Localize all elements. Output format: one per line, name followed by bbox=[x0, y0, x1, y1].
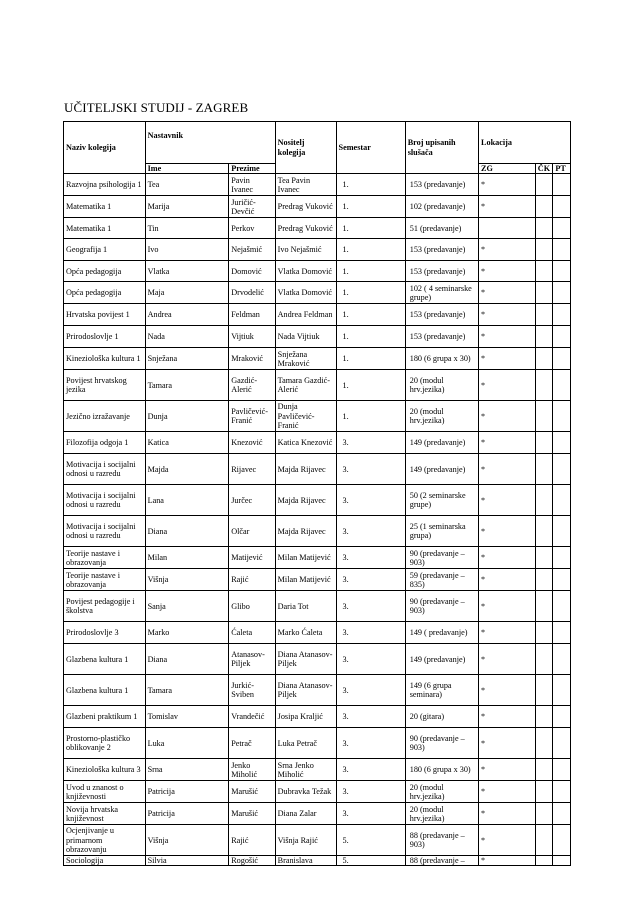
cell-semestar: 1. bbox=[336, 326, 405, 348]
cell-zg: * bbox=[479, 675, 536, 706]
cell-broj: 149 ( predavanje) bbox=[405, 622, 478, 644]
cell-ime: Patricija bbox=[145, 803, 229, 825]
cell-ck bbox=[535, 591, 553, 622]
cell-zg: * bbox=[479, 759, 536, 781]
cell-naziv: Razvojna psihologija 1 bbox=[64, 174, 146, 196]
cell-semestar: 3. bbox=[336, 485, 405, 516]
cell-pt bbox=[553, 348, 571, 370]
cell-prezime: Rijavec bbox=[229, 454, 275, 485]
cell-zg: * bbox=[479, 432, 536, 454]
cell-broj: 88 (predavanje – bbox=[405, 856, 478, 866]
cell-ime: Tamara bbox=[145, 675, 229, 706]
cell-semestar: 3. bbox=[336, 675, 405, 706]
cell-broj: 51 (predavanje) bbox=[405, 218, 478, 239]
cell-naziv: Glazbena kultura 1 bbox=[64, 675, 146, 706]
cell-nositelj: Tea Pavin Ivanec bbox=[275, 174, 336, 196]
cell-broj: 149 (predavanje) bbox=[405, 644, 478, 675]
cell-ck bbox=[535, 547, 553, 569]
cell-naziv: Povijest hrvatskog jezika bbox=[64, 370, 146, 401]
course-table bbox=[63, 121, 571, 866]
table-row bbox=[64, 644, 571, 675]
cell-pt bbox=[553, 856, 571, 866]
cell-prezime: Jurkić-Sviben bbox=[229, 675, 275, 706]
cell-ck bbox=[535, 174, 553, 196]
header-ime: Ime bbox=[145, 164, 229, 174]
cell-ck bbox=[535, 516, 553, 547]
cell-nositelj: Vlatka Domović bbox=[275, 282, 336, 304]
cell-ck bbox=[535, 569, 553, 591]
cell-ck bbox=[535, 485, 553, 516]
cell-naziv: Sociologija bbox=[64, 856, 146, 866]
cell-zg: * bbox=[479, 803, 536, 825]
cell-broj: 153 (predavanje) bbox=[405, 261, 478, 282]
table-row bbox=[64, 547, 571, 569]
cell-naziv: Matematika 1 bbox=[64, 218, 146, 239]
cell-naziv: Prostorno-plastičko oblikovanje 2 bbox=[64, 728, 146, 759]
cell-prezime: Vrandečić bbox=[229, 706, 275, 728]
cell-prezime: Rogošić bbox=[229, 856, 275, 866]
cell-semestar: 1. bbox=[336, 282, 405, 304]
cell-naziv: Geografija 1 bbox=[64, 239, 146, 261]
cell-prezime: Ćaleta bbox=[229, 622, 275, 644]
cell-zg: * bbox=[479, 282, 536, 304]
cell-broj: 153 (predavanje) bbox=[405, 239, 478, 261]
cell-ime: Silvia bbox=[145, 856, 229, 866]
table-row bbox=[64, 304, 571, 326]
cell-pt bbox=[553, 644, 571, 675]
table-row bbox=[64, 759, 571, 781]
cell-naziv: Teorije nastave i obrazovanja bbox=[64, 569, 146, 591]
cell-naziv: Prirodoslovlje 3 bbox=[64, 622, 146, 644]
cell-broj: 153 (predavanje) bbox=[405, 174, 478, 196]
table-row bbox=[64, 454, 571, 485]
cell-naziv: Prirodoslovlje 1 bbox=[64, 326, 146, 348]
cell-broj: 20 (modul hrv.jezika) bbox=[405, 370, 478, 401]
cell-pt bbox=[553, 825, 571, 856]
cell-semestar: 5. bbox=[336, 856, 405, 866]
cell-prezime: Marušić bbox=[229, 803, 275, 825]
cell-pt bbox=[553, 781, 571, 803]
cell-semestar: 3. bbox=[336, 547, 405, 569]
table-row bbox=[64, 261, 571, 282]
cell-semestar: 1. bbox=[336, 304, 405, 326]
cell-naziv: Glazbeni praktikum 1 bbox=[64, 706, 146, 728]
cell-ck bbox=[535, 803, 553, 825]
cell-semestar: 3. bbox=[336, 591, 405, 622]
header-nositelj: Nositelj kolegija bbox=[275, 122, 336, 174]
cell-naziv: Novija hrvatska književnost bbox=[64, 803, 146, 825]
cell-prezime: Vijtiuk bbox=[229, 326, 275, 348]
cell-ime: Luka bbox=[145, 728, 229, 759]
cell-zg: * bbox=[479, 781, 536, 803]
header-zg: ZG bbox=[479, 164, 536, 174]
cell-naziv: Matematika 1 bbox=[64, 196, 146, 218]
cell-ime: Patricija bbox=[145, 781, 229, 803]
cell-semestar: 3. bbox=[336, 569, 405, 591]
cell-ime: Diana bbox=[145, 516, 229, 547]
cell-semestar: 3. bbox=[336, 644, 405, 675]
header-lokacija: Lokacija bbox=[479, 122, 571, 164]
cell-zg: * bbox=[479, 401, 536, 432]
cell-ime: Nada bbox=[145, 326, 229, 348]
cell-zg: * bbox=[479, 239, 536, 261]
cell-zg: * bbox=[479, 261, 536, 282]
cell-semestar: 3. bbox=[336, 781, 405, 803]
table-row bbox=[64, 239, 571, 261]
table-row bbox=[64, 728, 571, 759]
cell-ck bbox=[535, 282, 553, 304]
cell-ime: Milan bbox=[145, 547, 229, 569]
cell-nositelj: Diana Zalar bbox=[275, 803, 336, 825]
cell-naziv: Hrvatska povijest 1 bbox=[64, 304, 146, 326]
cell-ime: Andrea bbox=[145, 304, 229, 326]
cell-ime: Tomislav bbox=[145, 706, 229, 728]
table-row bbox=[64, 196, 571, 218]
cell-pt bbox=[553, 239, 571, 261]
cell-ime: Lana bbox=[145, 485, 229, 516]
cell-nositelj: Josipa Kraljić bbox=[275, 706, 336, 728]
cell-broj: 149 (predavanje) bbox=[405, 432, 478, 454]
cell-prezime: Rajić bbox=[229, 569, 275, 591]
cell-broj: 149 (predavanje) bbox=[405, 454, 478, 485]
cell-pt bbox=[553, 547, 571, 569]
cell-broj: 20 (modul hrv.jezika) bbox=[405, 401, 478, 432]
cell-pt bbox=[553, 401, 571, 432]
cell-naziv: Motivacija i socijalni odnosi u razredu bbox=[64, 516, 146, 547]
cell-nositelj: Vlatka Domović bbox=[275, 261, 336, 282]
cell-prezime: Jurčec bbox=[229, 485, 275, 516]
table-row bbox=[64, 856, 571, 866]
cell-zg: * bbox=[479, 196, 536, 218]
cell-broj: 153 (predavanje) bbox=[405, 326, 478, 348]
cell-nositelj: Predrag Vuković bbox=[275, 218, 336, 239]
table-row bbox=[64, 401, 571, 432]
cell-prezime: Petrač bbox=[229, 728, 275, 759]
cell-semestar: 1. bbox=[336, 196, 405, 218]
cell-prezime: Matijević bbox=[229, 547, 275, 569]
cell-nositelj: Diana Atanasov-Piljek bbox=[275, 644, 336, 675]
cell-naziv: Opća pedagogija bbox=[64, 261, 146, 282]
cell-prezime: Knezović bbox=[229, 432, 275, 454]
cell-pt bbox=[553, 675, 571, 706]
cell-nositelj: Višnja Rajić bbox=[275, 825, 336, 856]
cell-ck bbox=[535, 401, 553, 432]
cell-naziv: Filozofija odgoja 1 bbox=[64, 432, 146, 454]
cell-semestar: 3. bbox=[336, 803, 405, 825]
cell-prezime: Gazdić-Alerić bbox=[229, 370, 275, 401]
cell-semestar: 1. bbox=[336, 401, 405, 432]
cell-broj: 102 ( 4 seminarske grupe) bbox=[405, 282, 478, 304]
table-row bbox=[64, 569, 571, 591]
cell-prezime: Feldman bbox=[229, 304, 275, 326]
cell-ck bbox=[535, 218, 553, 239]
cell-naziv: Kineziološka kultura 3 bbox=[64, 759, 146, 781]
table-row bbox=[64, 675, 571, 706]
cell-prezime: Olčar bbox=[229, 516, 275, 547]
cell-ck bbox=[535, 239, 553, 261]
cell-ime: Marko bbox=[145, 622, 229, 644]
cell-ime: Maja bbox=[145, 282, 229, 304]
cell-pt bbox=[553, 196, 571, 218]
table-row bbox=[64, 516, 571, 547]
cell-ck bbox=[535, 856, 553, 866]
cell-nositelj: Luka Petrač bbox=[275, 728, 336, 759]
cell-zg: * bbox=[479, 706, 536, 728]
cell-pt bbox=[553, 174, 571, 196]
cell-nositelj: Predrag Vuković bbox=[275, 196, 336, 218]
cell-ime: Tamara bbox=[145, 370, 229, 401]
cell-ime: Tea bbox=[145, 174, 229, 196]
cell-ck bbox=[535, 370, 553, 401]
cell-zg: * bbox=[479, 348, 536, 370]
cell-naziv: Motivacija i socijalni odnosi u razredu bbox=[64, 485, 146, 516]
cell-ime: Sanja bbox=[145, 591, 229, 622]
cell-ck bbox=[535, 348, 553, 370]
cell-ime: Snježana bbox=[145, 348, 229, 370]
cell-nositelj: Dunja Pavličević-Franić bbox=[275, 401, 336, 432]
cell-broj: 90 (predavanje – 903) bbox=[405, 591, 478, 622]
table-row bbox=[64, 326, 571, 348]
cell-nositelj: Dubravka Težak bbox=[275, 781, 336, 803]
cell-ime: Dunja bbox=[145, 401, 229, 432]
cell-semestar: 3. bbox=[336, 454, 405, 485]
cell-semestar: 1. bbox=[336, 370, 405, 401]
cell-pt bbox=[553, 454, 571, 485]
table-row bbox=[64, 174, 571, 196]
cell-semestar: 1. bbox=[336, 174, 405, 196]
cell-ime: Višnja bbox=[145, 569, 229, 591]
cell-pt bbox=[553, 803, 571, 825]
cell-prezime: Marušić bbox=[229, 781, 275, 803]
cell-semestar: 3. bbox=[336, 759, 405, 781]
cell-pt bbox=[553, 282, 571, 304]
header-prezime: Prezime bbox=[229, 164, 275, 174]
cell-ck bbox=[535, 454, 553, 485]
cell-ck bbox=[535, 759, 553, 781]
cell-pt bbox=[553, 370, 571, 401]
cell-pt bbox=[553, 728, 571, 759]
cell-nositelj: Majda Rijavec bbox=[275, 485, 336, 516]
cell-naziv: Motivacija i socijalni odnosi u razredu bbox=[64, 454, 146, 485]
cell-broj: 180 (6 grupa x 30) bbox=[405, 348, 478, 370]
cell-semestar: 3. bbox=[336, 516, 405, 547]
cell-prezime: Glibo bbox=[229, 591, 275, 622]
table-row bbox=[64, 591, 571, 622]
table-row bbox=[64, 706, 571, 728]
cell-pt bbox=[553, 326, 571, 348]
cell-nositelj: Majda Rijavec bbox=[275, 454, 336, 485]
cell-pt bbox=[553, 622, 571, 644]
cell-pt bbox=[553, 759, 571, 781]
cell-nositelj: Milan Matijević bbox=[275, 547, 336, 569]
cell-ime: Marija bbox=[145, 196, 229, 218]
table-row bbox=[64, 825, 571, 856]
cell-nositelj: Nada Vijtiuk bbox=[275, 326, 336, 348]
cell-naziv: Jezično izražavanje bbox=[64, 401, 146, 432]
cell-prezime: Pavin Ivanec bbox=[229, 174, 275, 196]
cell-prezime: Drvodelić bbox=[229, 282, 275, 304]
cell-ck bbox=[535, 644, 553, 675]
cell-pt bbox=[553, 432, 571, 454]
cell-zg bbox=[479, 218, 536, 239]
cell-semestar: 3. bbox=[336, 706, 405, 728]
cell-ime: Srna bbox=[145, 759, 229, 781]
cell-broj: 102 (predavanje) bbox=[405, 196, 478, 218]
cell-zg: * bbox=[479, 485, 536, 516]
header-semestar: Semestar bbox=[336, 122, 405, 174]
cell-pt bbox=[553, 591, 571, 622]
cell-prezime: Perkov bbox=[229, 218, 275, 239]
cell-semestar: 1. bbox=[336, 239, 405, 261]
cell-nositelj: Katica Knezović bbox=[275, 432, 336, 454]
cell-zg: * bbox=[479, 547, 536, 569]
cell-nositelj: Majda Rijavec bbox=[275, 516, 336, 547]
cell-semestar: 5. bbox=[336, 825, 405, 856]
table-row bbox=[64, 282, 571, 304]
cell-ime: Ivo bbox=[145, 239, 229, 261]
cell-broj: 20 (gitara) bbox=[405, 706, 478, 728]
cell-semestar: 1. bbox=[336, 218, 405, 239]
cell-ck bbox=[535, 261, 553, 282]
cell-zg: * bbox=[479, 644, 536, 675]
cell-naziv: Glazbena kultura 1 bbox=[64, 644, 146, 675]
cell-ime: Majda bbox=[145, 454, 229, 485]
cell-pt bbox=[553, 261, 571, 282]
cell-zg: * bbox=[479, 728, 536, 759]
cell-ime: Katica bbox=[145, 432, 229, 454]
table-row bbox=[64, 348, 571, 370]
cell-nositelj: Milan Matijević bbox=[275, 569, 336, 591]
cell-naziv: Teorije nastave i obrazovanja bbox=[64, 547, 146, 569]
cell-ck bbox=[535, 326, 553, 348]
cell-zg: * bbox=[479, 370, 536, 401]
cell-pt bbox=[553, 516, 571, 547]
page-title: UČITELJSKI STUDIJ - ZAGREB bbox=[64, 100, 249, 115]
cell-broj: 90 (predavanje – 903) bbox=[405, 547, 478, 569]
cell-ck bbox=[535, 675, 553, 706]
header-ck: ČK bbox=[535, 164, 553, 174]
cell-nositelj: Daria Tot bbox=[275, 591, 336, 622]
header-naziv: Naziv kolegija bbox=[64, 122, 146, 174]
cell-nositelj: Diana Atanasov-Piljek bbox=[275, 675, 336, 706]
cell-pt bbox=[553, 569, 571, 591]
cell-ck bbox=[535, 196, 553, 218]
cell-prezime: Pavličević-Franić bbox=[229, 401, 275, 432]
cell-broj: 20 (modul hrv.jezika) bbox=[405, 803, 478, 825]
cell-nositelj: Srna Jenko Miholić bbox=[275, 759, 336, 781]
cell-prezime: Atanasov-Piljek bbox=[229, 644, 275, 675]
cell-prezime: Juričić-Devčić bbox=[229, 196, 275, 218]
cell-pt bbox=[553, 485, 571, 516]
cell-pt bbox=[553, 706, 571, 728]
cell-broj: 153 (predavanje) bbox=[405, 304, 478, 326]
table-body bbox=[64, 174, 571, 866]
cell-zg: * bbox=[479, 825, 536, 856]
table-row bbox=[64, 622, 571, 644]
cell-ck bbox=[535, 728, 553, 759]
cell-ime: Tin bbox=[145, 218, 229, 239]
cell-prezime: Jenko Miholić bbox=[229, 759, 275, 781]
cell-pt bbox=[553, 304, 571, 326]
cell-broj: 59 (predavanje – 835) bbox=[405, 569, 478, 591]
cell-semestar: 3. bbox=[336, 728, 405, 759]
cell-zg: * bbox=[479, 591, 536, 622]
cell-nositelj: Marko Ćaleta bbox=[275, 622, 336, 644]
cell-semestar: 1. bbox=[336, 261, 405, 282]
table-row bbox=[64, 218, 571, 239]
cell-naziv: Povijest pedagogije i školstva bbox=[64, 591, 146, 622]
cell-zg: * bbox=[479, 569, 536, 591]
table-row bbox=[64, 432, 571, 454]
table-row bbox=[64, 370, 571, 401]
cell-naziv: Uvod u znanost o književnosti bbox=[64, 781, 146, 803]
cell-prezime: Nejašmić bbox=[229, 239, 275, 261]
cell-ck bbox=[535, 432, 553, 454]
cell-pt bbox=[553, 218, 571, 239]
cell-semestar: 3. bbox=[336, 432, 405, 454]
cell-ck bbox=[535, 706, 553, 728]
cell-semestar: 1. bbox=[336, 348, 405, 370]
cell-nositelj: Andrea Feldman bbox=[275, 304, 336, 326]
cell-zg: * bbox=[479, 454, 536, 485]
cell-broj: 50 (2 seminarske grupe) bbox=[405, 485, 478, 516]
cell-broj: 20 (modul hrv.jezika) bbox=[405, 781, 478, 803]
header-row bbox=[64, 122, 571, 164]
cell-ime: Diana bbox=[145, 644, 229, 675]
cell-zg: * bbox=[479, 516, 536, 547]
cell-broj: 90 (predavanje – 903) bbox=[405, 728, 478, 759]
cell-nositelj: Branislava bbox=[275, 856, 336, 866]
cell-zg: * bbox=[479, 622, 536, 644]
header-broj: Broj upisanih slušača bbox=[405, 122, 478, 174]
cell-zg: * bbox=[479, 174, 536, 196]
cell-ck bbox=[535, 304, 553, 326]
header-nastavnik: Nastavnik bbox=[145, 122, 275, 164]
cell-naziv: Ocjenjivanje u primarnom obrazovanju bbox=[64, 825, 146, 856]
cell-zg: * bbox=[479, 304, 536, 326]
cell-naziv: Kineziološka kultura 1 bbox=[64, 348, 146, 370]
cell-broj: 25 (1 seminarska grupa) bbox=[405, 516, 478, 547]
cell-prezime: Mraković bbox=[229, 348, 275, 370]
table-row bbox=[64, 485, 571, 516]
cell-naziv: Opća pedagogija bbox=[64, 282, 146, 304]
cell-semestar: 3. bbox=[336, 622, 405, 644]
cell-prezime: Domović bbox=[229, 261, 275, 282]
cell-ime: Višnja bbox=[145, 825, 229, 856]
cell-zg: * bbox=[479, 856, 536, 866]
cell-ck bbox=[535, 622, 553, 644]
cell-ime: Vlatka bbox=[145, 261, 229, 282]
cell-prezime: Rajić bbox=[229, 825, 275, 856]
cell-ck bbox=[535, 825, 553, 856]
cell-broj: 88 (predavanje – 903) bbox=[405, 825, 478, 856]
header-pt: PT bbox=[553, 164, 571, 174]
table-row bbox=[64, 803, 571, 825]
cell-nositelj: Tamara Gazdić-Alerić bbox=[275, 370, 336, 401]
cell-broj: 180 (6 grupa x 30) bbox=[405, 759, 478, 781]
cell-nositelj: Snježana Mraković bbox=[275, 348, 336, 370]
cell-broj: 149 (6 grupa seminara) bbox=[405, 675, 478, 706]
cell-zg: * bbox=[479, 326, 536, 348]
table-row bbox=[64, 781, 571, 803]
cell-nositelj: Ivo Nejašmić bbox=[275, 239, 336, 261]
cell-ck bbox=[535, 781, 553, 803]
